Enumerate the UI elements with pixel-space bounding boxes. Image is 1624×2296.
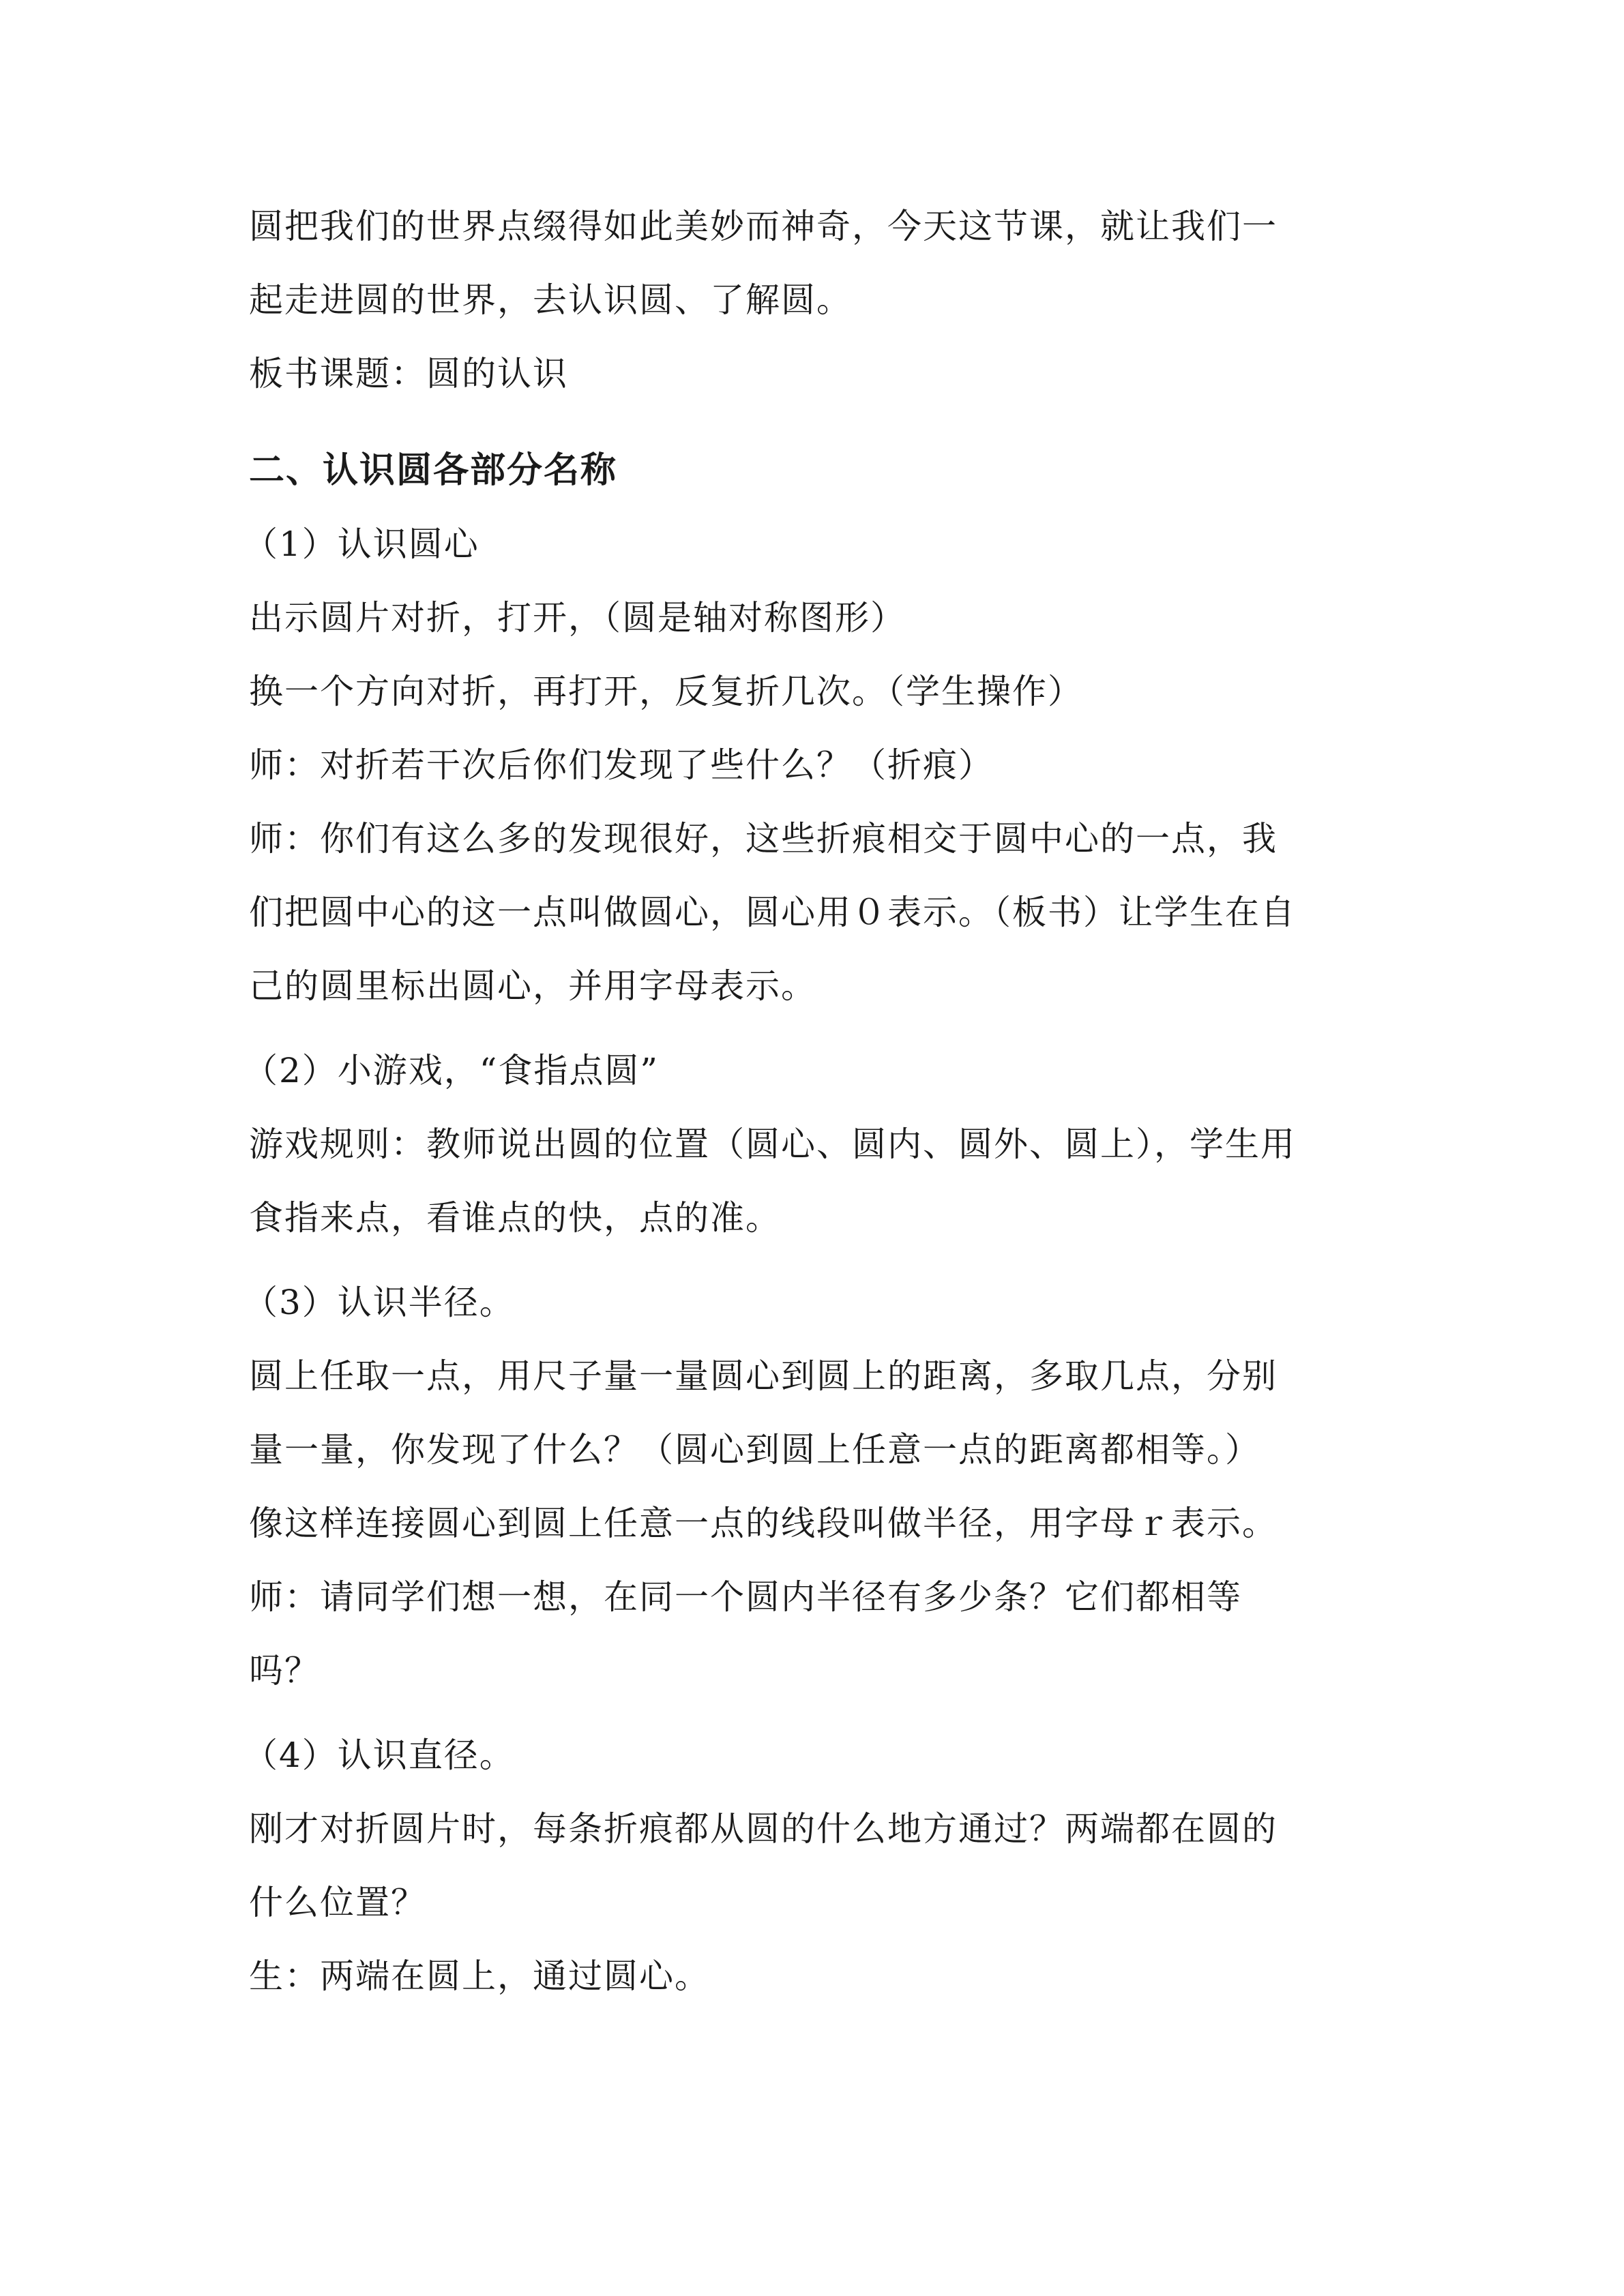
subsection-title: （1）认识圆心 <box>243 524 479 564</box>
paragraph-line: 刚才对折圆片时，每条折痕都从圆的什么地方通过？两端都在圆的 <box>249 1809 1278 1849</box>
subsection-title: （2）小游戏，“食指点圆” <box>243 1051 659 1090</box>
paragraph-line: 像这样连接圆心到圆上任意一点的线段叫做半径，用字母ｒ表示。 <box>249 1504 1278 1543</box>
paragraph-line: 圆把我们的世界点缀得如此美妙而神奇，今天这节课，就让我们一 <box>249 207 1278 246</box>
paragraph-line: 师：对折若干次后你们发现了些什么？（折痕） <box>249 745 994 785</box>
paragraph-line: 生：两端在圆上，通过圆心。 <box>249 1956 710 1996</box>
subsection-title: （3）认识半径。 <box>243 1283 515 1322</box>
paragraph-line: 换一个方向对折，再打开，反复折几次。（学生操作） <box>249 672 1083 711</box>
paragraph-line: 们把圆中心的这一点叫做圆心，圆心用０表示。（板书）让学生在自 <box>249 893 1296 932</box>
paragraph-line: 起走进圆的世界，去认识圆、了解圆。 <box>249 280 852 320</box>
paragraph-line: 什么位置？ <box>249 1883 426 1922</box>
paragraph-line: 游戏规则：教师说出圆的位置（圆心、圆内、圆外、圆上），学生用 <box>249 1124 1296 1164</box>
board-title-line: 板书课题：圆的认识 <box>249 354 568 393</box>
paragraph-line: 师：你们有这么多的发现很好，这些折痕相交于圆中心的一点，我 <box>249 819 1278 859</box>
paragraph-line: 食指来点，看谁点的快，点的准。 <box>249 1198 781 1238</box>
paragraph-line: 圆上任取一点，用尺子量一量圆心到圆上的距离，多取几点，分别 <box>249 1356 1278 1396</box>
paragraph-line: 量一量，你发现了什么？（圆心到圆上任意一点的距离都相等。） <box>249 1430 1260 1470</box>
paragraph-line: 己的圆里标出圆心，并用字母表示。 <box>249 966 816 1006</box>
paragraph-line: 师：请同学们想一想，在同一个圆内半径有多少条？它们都相等 <box>249 1577 1242 1617</box>
paragraph-line: 吗？ <box>249 1651 320 1690</box>
paragraph-line: 出示圆片对折，打开，（圆是轴对称图形） <box>249 598 906 638</box>
section-heading: 二、认识圆各部分名称 <box>249 450 618 491</box>
subsection-title: （4）认识直径。 <box>243 1735 515 1775</box>
